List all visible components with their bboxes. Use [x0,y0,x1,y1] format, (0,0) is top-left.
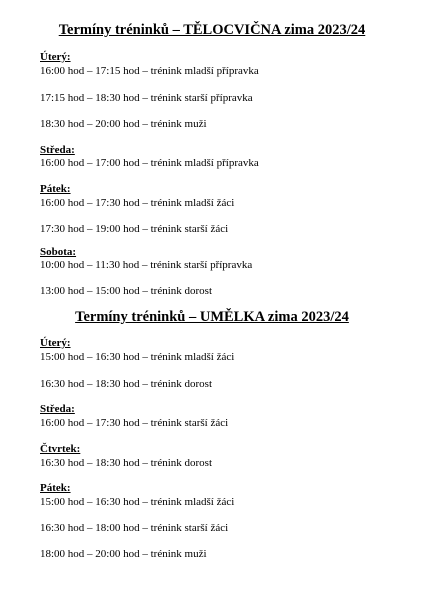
schedule-entry: 16:30 hod – 18:00 hod – trénink starší žáci [40,522,229,534]
section-title-umelka: Termíny tréninků – UMĚLKA zima 2023/24 [75,309,349,325]
schedule-entry: 16:00 hod – 17:30 hod – trénink mladší žáci [40,197,235,209]
day-heading-streda: Středa: [40,403,75,415]
day-heading-patek: Pátek: [40,183,71,195]
schedule-entry: 17:15 hod – 18:30 hod – trénink starší přípravka [40,92,253,104]
schedule-entry: 13:00 hod – 15:00 hod – trénink dorost [40,285,213,297]
schedule-entry: 15:00 hod – 16:30 hod – trénink mladší žáci [40,496,235,508]
schedule-entry: 16:00 hod – 17:00 hod – trénink mladší přípravka [40,157,259,169]
day-heading-sobota: Sobota: [40,246,77,258]
day-heading-patek: Pátek: [40,482,71,494]
schedule-entry: 15:00 hod – 16:30 hod – trénink mladší žáci [40,351,235,363]
schedule-entry: 16:30 hod – 18:30 hod – trénink dorost [40,457,213,469]
section-title-telocvicna: Termíny tréninků – TĚLOCVIČNA zima 2023/24 [58,22,366,38]
schedule-entry: 18:30 hod – 20:00 hod – trénink muži [40,118,207,130]
schedule-entry: 10:00 hod – 11:30 hod – trénink starší přípravka [40,259,253,271]
day-heading-ctvrtek: Čtvrtek: [40,443,81,455]
schedule-entry: 16:30 hod – 18:30 hod – trénink dorost [40,378,213,390]
schedule-entry: 17:30 hod – 19:00 hod – trénink starší žáci [40,223,229,235]
day-heading-utery: Úterý: [40,51,71,63]
schedule-entry: 16:00 hod – 17:15 hod – trénink mladší přípravka [40,65,259,77]
schedule-entry: 18:00 hod – 20:00 hod – trénink muži [40,548,207,560]
day-heading-utery: Úterý: [40,337,71,349]
schedule-entry: 16:00 hod – 17:30 hod – trénink starší žáci [40,417,229,429]
day-heading-streda: Středa: [40,144,75,156]
